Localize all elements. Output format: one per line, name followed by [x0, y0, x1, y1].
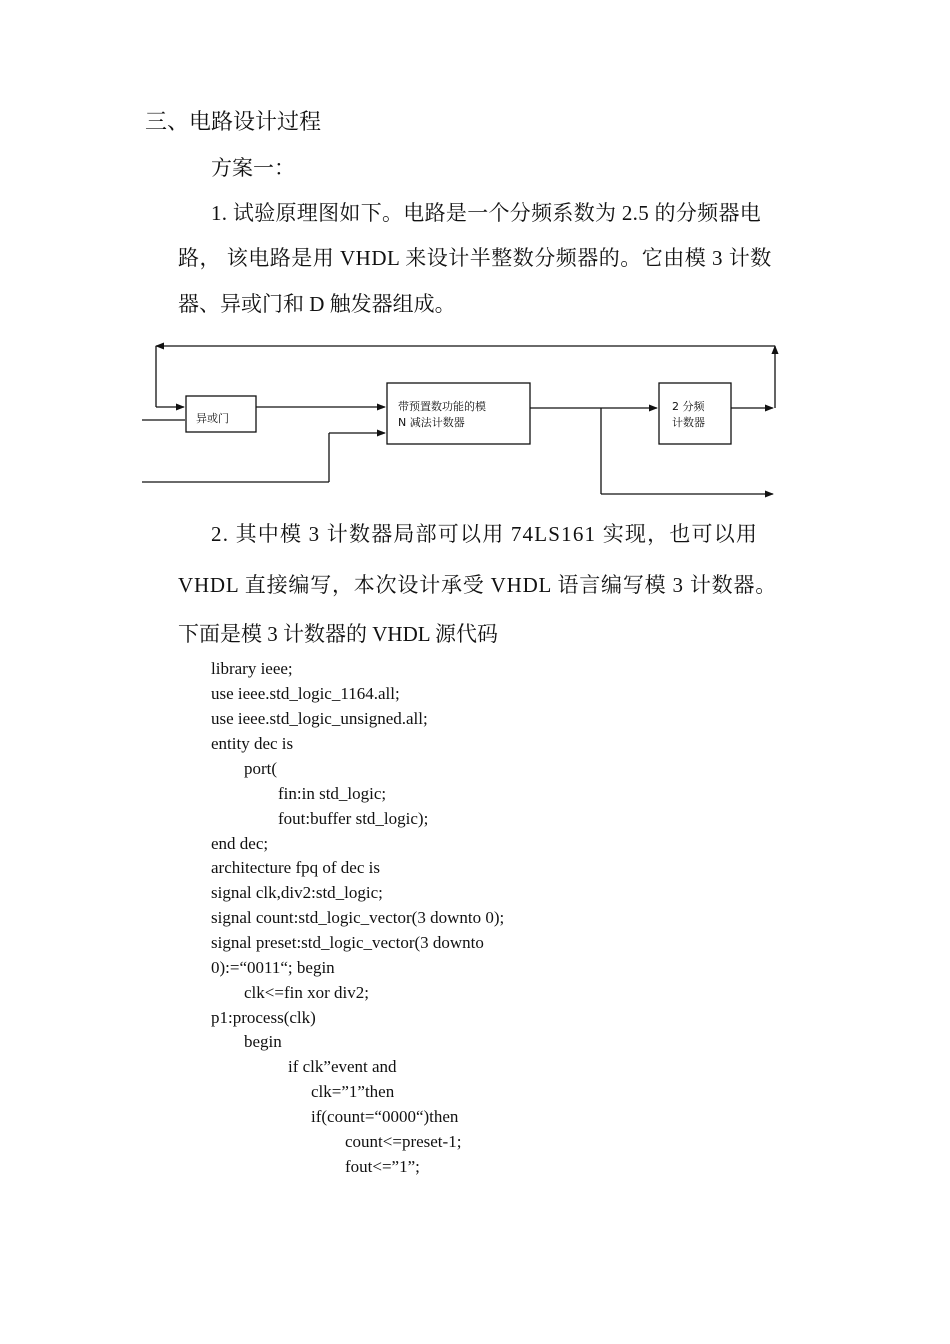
code-line: if clk”event and	[288, 1057, 397, 1076]
code-line: clk<=fin xor div2;	[244, 983, 369, 1002]
code-line: clk=”1”then	[311, 1082, 395, 1101]
code-line: count<=preset-1;	[345, 1132, 462, 1151]
section-heading: 三、电路设计过程	[145, 109, 322, 134]
paragraph-1-line-1: 1. 试验原理图如下。电路是一个分频系数为 2.5 的分频器电	[211, 201, 762, 225]
divider-box	[659, 383, 731, 444]
paragraph-2-line-1: 2. 其中模 3 计数器局部可以用 74LS161 实现，也可以用	[211, 522, 759, 546]
code-line: signal clk,div2:std_logic;	[211, 883, 383, 902]
counter-label-line-1: 带预置数功能的模	[398, 400, 486, 413]
divider-label-line-1: 2 分频	[672, 400, 705, 413]
code-line: signal count:std_logic_vector(3 downto 0);	[211, 908, 505, 927]
code-line: 0):=“0011“; begin	[211, 958, 335, 977]
code-line: use ieee.std_logic_1164.all;	[211, 684, 400, 703]
code-line: signal preset:std_logic_vector(3 downto	[211, 933, 484, 952]
code-line: begin	[244, 1032, 282, 1051]
divider-label-line-2: 计数器	[672, 416, 705, 429]
counter-label-line-2: N 减法计数器	[398, 416, 465, 429]
code-line: end dec;	[211, 834, 269, 853]
code-line: entity dec is	[211, 734, 294, 753]
code-line: if(count=“0000“)then	[311, 1107, 459, 1126]
code-line: fin:in std_logic;	[278, 784, 387, 803]
paragraph-2-line-2: VHDL 直接编写，本次设计承受 VHDL 语言编写模 3 计数器。	[178, 573, 778, 597]
scheme-title: 方案一：	[211, 156, 295, 180]
paragraph-1-line-3: 器、异或门和 D 触发器组成。	[178, 292, 456, 316]
code-line: library ieee;	[211, 659, 293, 678]
code-line: fout<=”1”;	[345, 1157, 420, 1176]
counter-box	[387, 383, 530, 444]
code-line: architecture fpq of dec is	[211, 858, 380, 877]
code-line: use ieee.std_logic_unsigned.all;	[211, 709, 428, 728]
paragraph-2-line-3: 下面是模 3 计数器的 VHDL 源代码	[178, 622, 499, 646]
code-line: port(	[244, 759, 278, 778]
paragraph-1-line-2: 路， 该电路是用 VHDL 来设计半整数分频器的。它由模 3 计数	[178, 246, 772, 270]
xor-gate-label: 异或门	[196, 412, 229, 425]
code-line: fout:buffer std_logic);	[278, 809, 429, 828]
code-line: p1:process(clk)	[211, 1008, 316, 1027]
